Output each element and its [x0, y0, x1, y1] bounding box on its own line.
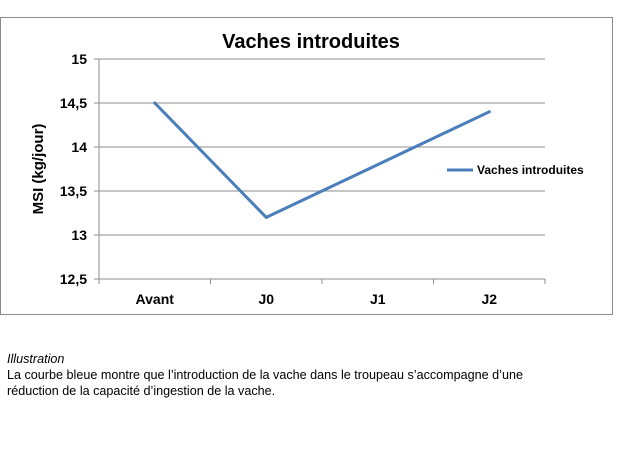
data-point — [376, 163, 379, 166]
y-axis-label: MSI (kg/jour) — [30, 123, 47, 215]
x-tick-label: J1 — [369, 291, 386, 307]
line-chart — [0, 17, 613, 315]
x-tick-label: Avant — [135, 291, 174, 307]
data-point — [265, 216, 268, 219]
caption-text-line-2: réduction de la capacité d’ingestion de la vache. — [7, 384, 276, 398]
y-tick-label: 12,5 — [59, 271, 87, 287]
y-tick-label: 14 — [71, 139, 87, 155]
y-tick-label: 13 — [71, 227, 87, 243]
series-line — [155, 103, 490, 217]
data-point — [488, 110, 491, 113]
caption-heading: Illustration — [7, 352, 65, 366]
x-tick-label: J2 — [481, 291, 498, 307]
x-tick-label: J0 — [258, 291, 275, 307]
chart-title: Vaches introduites — [222, 31, 400, 53]
y-tick-label: 14,5 — [59, 95, 87, 111]
caption-text-line-1: La courbe bleue montre que l’introduction de la vache dans le troupeau s’accompagne d’une — [7, 368, 523, 382]
caption — [7, 351, 613, 399]
data-point — [153, 102, 156, 105]
y-tick-label: 13,5 — [59, 183, 87, 199]
legend-label: Vaches introduites — [477, 163, 584, 177]
y-tick-label: 15 — [71, 51, 87, 67]
